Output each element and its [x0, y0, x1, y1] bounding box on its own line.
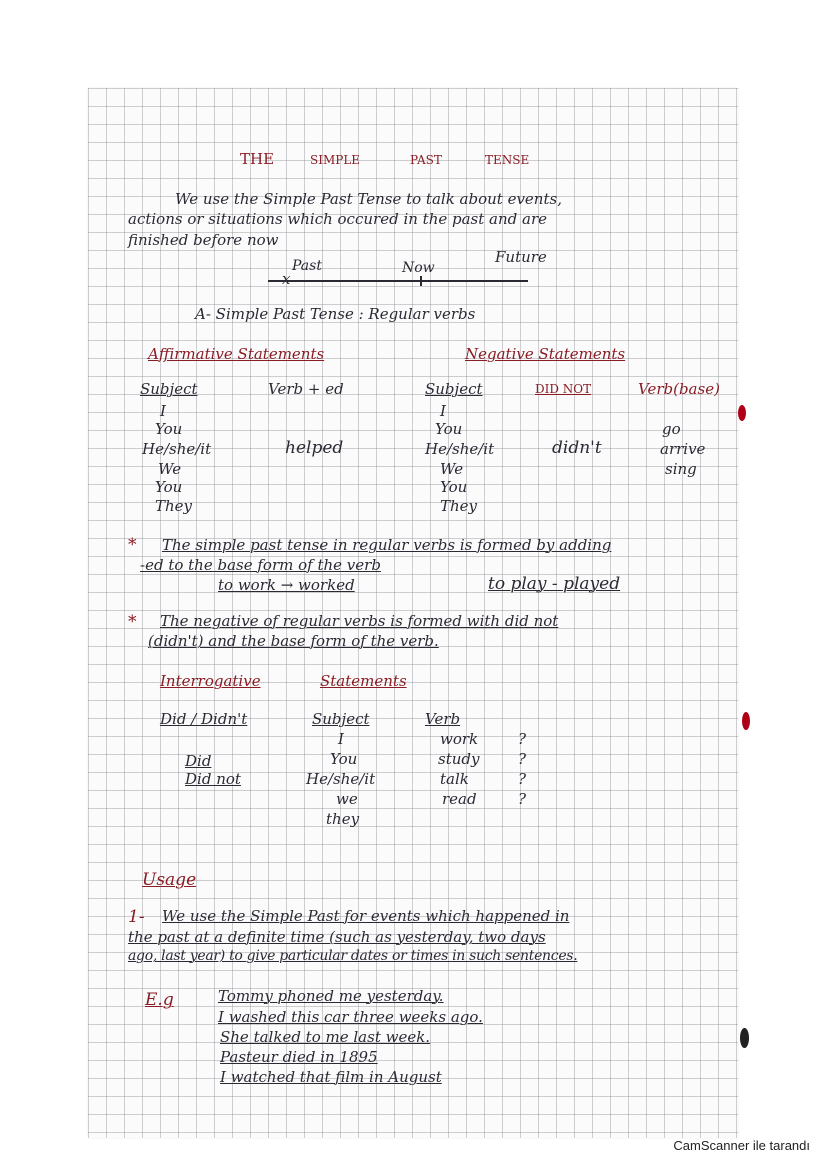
- int-verb-work: work: [440, 730, 479, 748]
- eg-label: E.g: [145, 990, 174, 1010]
- title-past: PAST: [410, 153, 442, 167]
- int-verb-talk: talk: [440, 770, 469, 788]
- timeline-cross: x: [282, 270, 291, 288]
- int-qmark-4: ?: [518, 790, 527, 808]
- neg-subject-3: He/she/it: [425, 440, 495, 458]
- aff-subject-2: You: [155, 420, 183, 438]
- neg-col-verb: Verb(base): [638, 380, 720, 398]
- note1-example-1: to work → worked: [218, 576, 355, 594]
- timeline-line: [268, 280, 528, 282]
- example-4: Pasteur died in 1895: [220, 1048, 378, 1066]
- example-3: She talked to me last week.: [220, 1028, 431, 1046]
- aff-subject-3: He/she/it: [142, 440, 212, 458]
- neg-subject-6: They: [440, 497, 478, 515]
- title-simple: SIMPLE: [310, 153, 361, 167]
- usage-line-3: ago, last year) to give particular dates or times in such sentences.: [128, 948, 578, 964]
- aff-verb-helped: helped: [285, 438, 344, 458]
- intro-line-3: finished before now: [128, 231, 279, 249]
- title-the: THE: [240, 150, 275, 168]
- usage-item-number: 1-: [128, 907, 145, 927]
- intro-line-1: We use the Simple Past Tense to talk about events,: [175, 190, 562, 208]
- note1-line-2: -ed to the base form of the verb: [140, 556, 381, 574]
- timeline-past: Past: [292, 258, 322, 274]
- int-subject-5: they: [326, 810, 360, 828]
- int-subject-3: He/she/it: [306, 770, 376, 788]
- negative-heading: Negative Statements: [465, 345, 626, 363]
- example-1: Tommy phoned me yesterday.: [218, 987, 444, 1005]
- intro-line-2: actions or situations which occured in the past and are: [128, 210, 548, 228]
- usage-line-2: the past at a definite time (such as yesterday, two days: [128, 928, 546, 946]
- camscanner-watermark: CamScanner ile tarandı: [673, 1138, 810, 1153]
- int-subject-4: we: [336, 790, 358, 808]
- note2-line-2: (didn't) and the base form of the verb.: [148, 632, 439, 650]
- note1-star: *: [128, 535, 137, 555]
- int-verb-read: read: [442, 790, 477, 808]
- title-tense: TENSE: [485, 153, 530, 167]
- punch-hole-mark-3: [740, 1028, 749, 1048]
- aff-col-verb: Verb + ed: [268, 380, 344, 398]
- usage-heading: Usage: [142, 870, 197, 890]
- int-qmark-2: ?: [518, 750, 527, 768]
- interrogative-heading: Interrogative: [160, 672, 261, 690]
- neg-subject-5: You: [440, 478, 468, 496]
- section-a-heading: A- Simple Past Tense : Regular verbs: [195, 305, 476, 323]
- int-col-verb: Verb: [425, 710, 461, 728]
- neg-verb-arrive: arrive: [660, 440, 706, 458]
- aff-subject-5: You: [155, 478, 183, 496]
- neg-col-subject: Subject: [425, 380, 483, 398]
- neg-verb-sing: sing: [665, 460, 697, 478]
- neg-col-did-not: DID NOT: [535, 382, 592, 396]
- int-subject-1: I: [338, 730, 344, 748]
- timeline-future: Future: [495, 248, 547, 266]
- punch-hole-mark-2: [742, 712, 750, 730]
- aff-subject-4: We: [158, 460, 182, 478]
- timeline-now: Now: [402, 260, 435, 276]
- note1-example-2: to play - played: [488, 574, 621, 594]
- aff-col-subject: Subject: [140, 380, 198, 398]
- int-did: Did: [185, 752, 212, 770]
- aff-subject-6: They: [155, 497, 193, 515]
- usage-line-1: We use the Simple Past for events which happened in: [162, 907, 570, 925]
- neg-subject-4: We: [440, 460, 464, 478]
- int-col-did: Did / Didn't: [160, 710, 248, 728]
- int-did-not: Did not: [185, 770, 241, 788]
- int-qmark-3: ?: [518, 770, 527, 788]
- neg-subject-1: I: [440, 402, 446, 420]
- int-subject-2: You: [330, 750, 358, 768]
- aff-subject-1: I: [160, 402, 166, 420]
- example-2: I washed this car three weeks ago.: [218, 1008, 483, 1026]
- interrogative-heading-2: Statements: [320, 672, 407, 690]
- note2-line-1: The negative of regular verbs is formed with did not: [160, 612, 559, 630]
- note2-star: *: [128, 612, 137, 632]
- timeline-now-tick: [420, 276, 422, 286]
- int-col-subject: Subject: [312, 710, 370, 728]
- int-verb-study: study: [438, 750, 480, 768]
- neg-didnt: didn't: [552, 438, 602, 458]
- neg-subject-2: You: [435, 420, 463, 438]
- affirmative-heading: Affirmative Statements: [148, 345, 325, 363]
- punch-hole-mark-1: [738, 405, 746, 421]
- example-5: I watched that film in August: [220, 1068, 442, 1086]
- int-qmark-1: ?: [518, 730, 527, 748]
- neg-verb-go: go: [662, 420, 681, 438]
- note1-line-1: The simple past tense in regular verbs is formed by adding: [162, 536, 612, 554]
